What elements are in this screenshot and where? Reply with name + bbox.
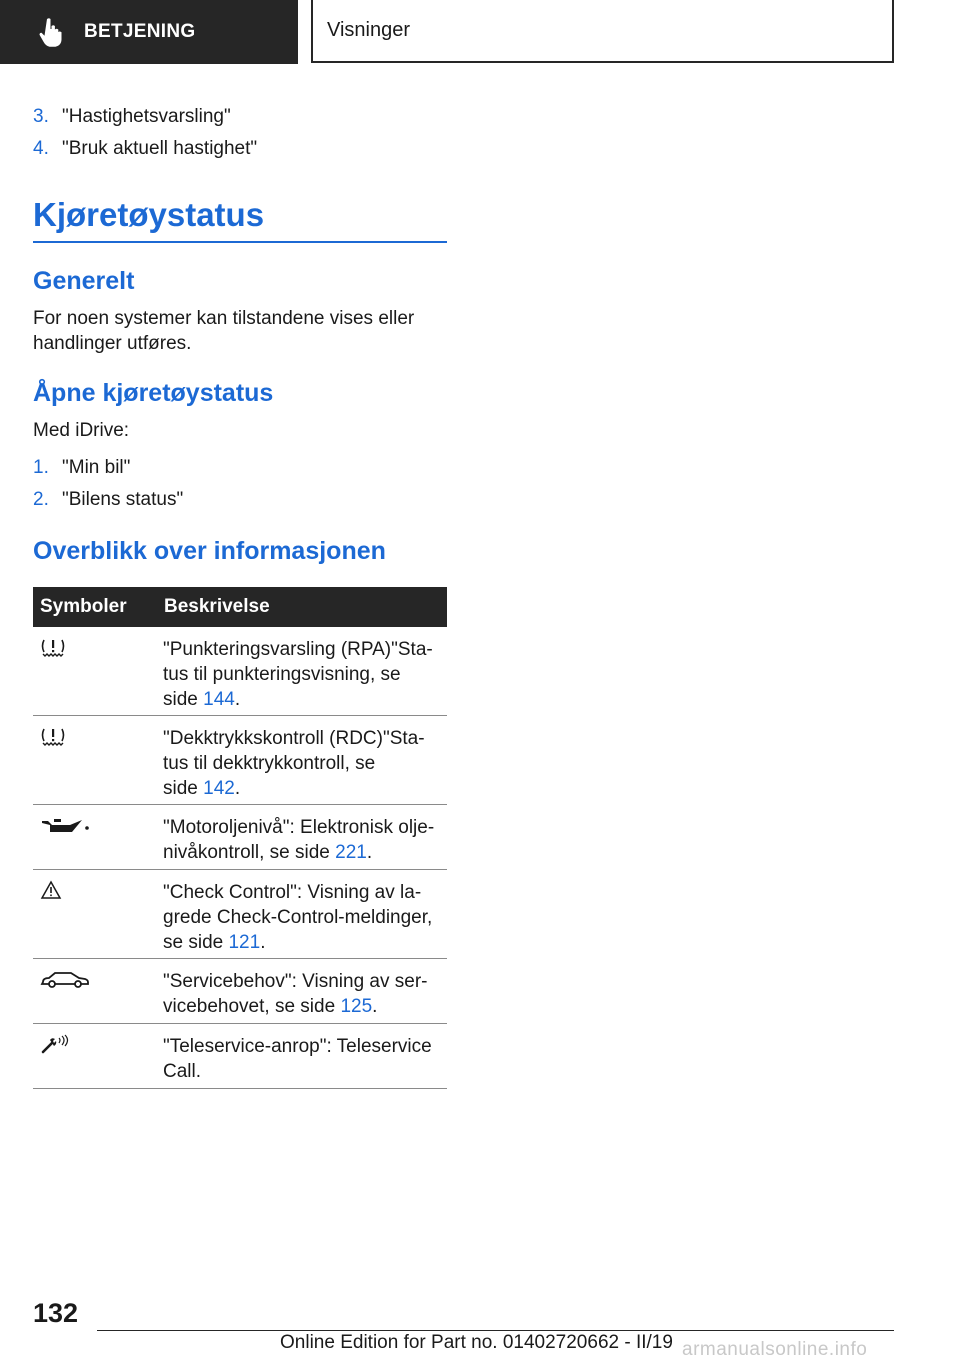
section-title-apne: Åpne kjøretøystatus: [33, 379, 274, 407]
row-description: [163, 870, 447, 958]
list-text: "Min bil": [62, 457, 131, 478]
footer-divider: [97, 1330, 894, 1331]
row-description: [163, 627, 447, 715]
row-description: [163, 959, 447, 1023]
tire-warning-icon: [40, 637, 66, 659]
desc-text: side: [163, 778, 204, 799]
desc-line: "Teleservice-anrop": Teleservice: [163, 1036, 432, 1057]
section-label: BETJENING: [84, 21, 196, 42]
list-text: "Bilens status": [62, 489, 184, 510]
column-header: Beskrivelse: [164, 596, 270, 617]
desc-text: .: [234, 778, 241, 799]
list-number: 2.: [33, 489, 49, 510]
title-divider: [33, 241, 447, 243]
page-link[interactable]: 221: [335, 842, 367, 863]
list-item: [33, 457, 130, 479]
car-service-icon: [40, 969, 90, 991]
wrench-call-icon: [40, 1034, 70, 1056]
warning-triangle-icon: [40, 880, 62, 900]
list-number: 4.: [33, 138, 49, 159]
desc-line: "Dekktrykkskontroll (RDC)"Sta-: [163, 728, 425, 749]
desc-line: [163, 687, 447, 712]
list-item: [33, 138, 257, 160]
table-row: [33, 716, 447, 805]
section-tab: [0, 0, 298, 64]
desc-line: grede Check-Control-meldinger,: [163, 907, 433, 928]
table-row: [33, 959, 447, 1024]
section-title-overblikk: Overblikk over informasjonen: [33, 537, 386, 565]
table-row: [33, 805, 447, 870]
info-table: [33, 587, 447, 1089]
chapter-header: [311, 0, 894, 63]
list-item: [33, 106, 231, 128]
tire-pressure-icon: [40, 726, 66, 748]
page-link[interactable]: 125: [340, 996, 373, 1017]
desc-text: .: [366, 842, 373, 863]
watermark-text: armanualsonline.info: [682, 1339, 868, 1360]
desc-line: [163, 776, 447, 801]
desc-line: "Servicebehov": Visning av ser-: [163, 971, 428, 992]
list-number: 3.: [33, 106, 49, 127]
table-header: [33, 587, 447, 627]
column-header: Symboler: [40, 596, 127, 617]
main-title: Kjøretøystatus: [33, 196, 265, 233]
list-text: "Bruk aktuell hastighet": [62, 138, 258, 159]
list-item: [33, 489, 183, 511]
desc-text: nivåkontroll, se side: [163, 842, 336, 863]
row-description: [163, 716, 447, 804]
desc-text: se side: [163, 932, 229, 953]
desc-line: Call.: [163, 1061, 202, 1082]
table-row: [33, 627, 447, 716]
page-number: 132: [33, 1298, 79, 1328]
table-row: [33, 1024, 447, 1089]
desc-line: [163, 840, 447, 865]
desc-line: [163, 994, 447, 1019]
chapter-label: Visninger: [327, 19, 411, 41]
desc-text: .: [372, 996, 378, 1017]
desc-text: .: [234, 689, 241, 710]
generelt-text: For noen systemer kan tilstandene vises eller handlinger utføres.: [33, 308, 415, 354]
list-number: 1.: [33, 457, 49, 478]
edition-text: Online Edition for Part no. 01402720662 - II/19: [280, 1332, 673, 1353]
row-description: [163, 1024, 447, 1088]
page-link[interactable]: 142: [203, 778, 235, 799]
table-row: [33, 870, 447, 959]
desc-text: .: [260, 932, 266, 953]
desc-text: vicebehovet, se side: [163, 996, 341, 1017]
desc-line: tus til dekktrykkontroll, se: [163, 753, 376, 774]
desc-line: "Punkteringsvarsling (RPA)"Sta-: [163, 639, 433, 660]
page-link[interactable]: 144: [203, 689, 235, 710]
apne-intro: Med iDrive:: [33, 420, 130, 441]
desc-text: side: [163, 689, 204, 710]
desc-line: "Motoroljenivå": Elektronisk olje-: [163, 817, 435, 838]
page-link[interactable]: 121: [228, 932, 261, 953]
desc-line: "Check Control": Visning av la-: [163, 882, 422, 903]
desc-line: [163, 930, 447, 955]
list-text: "Hastighetsvarsling": [62, 106, 231, 127]
desc-line: tus til punkteringsvisning, se: [163, 664, 401, 685]
section-title-generelt: Generelt: [33, 267, 135, 295]
hand-pointer-icon: [38, 17, 64, 47]
row-description: [163, 805, 447, 869]
oil-can-icon: [40, 815, 92, 837]
